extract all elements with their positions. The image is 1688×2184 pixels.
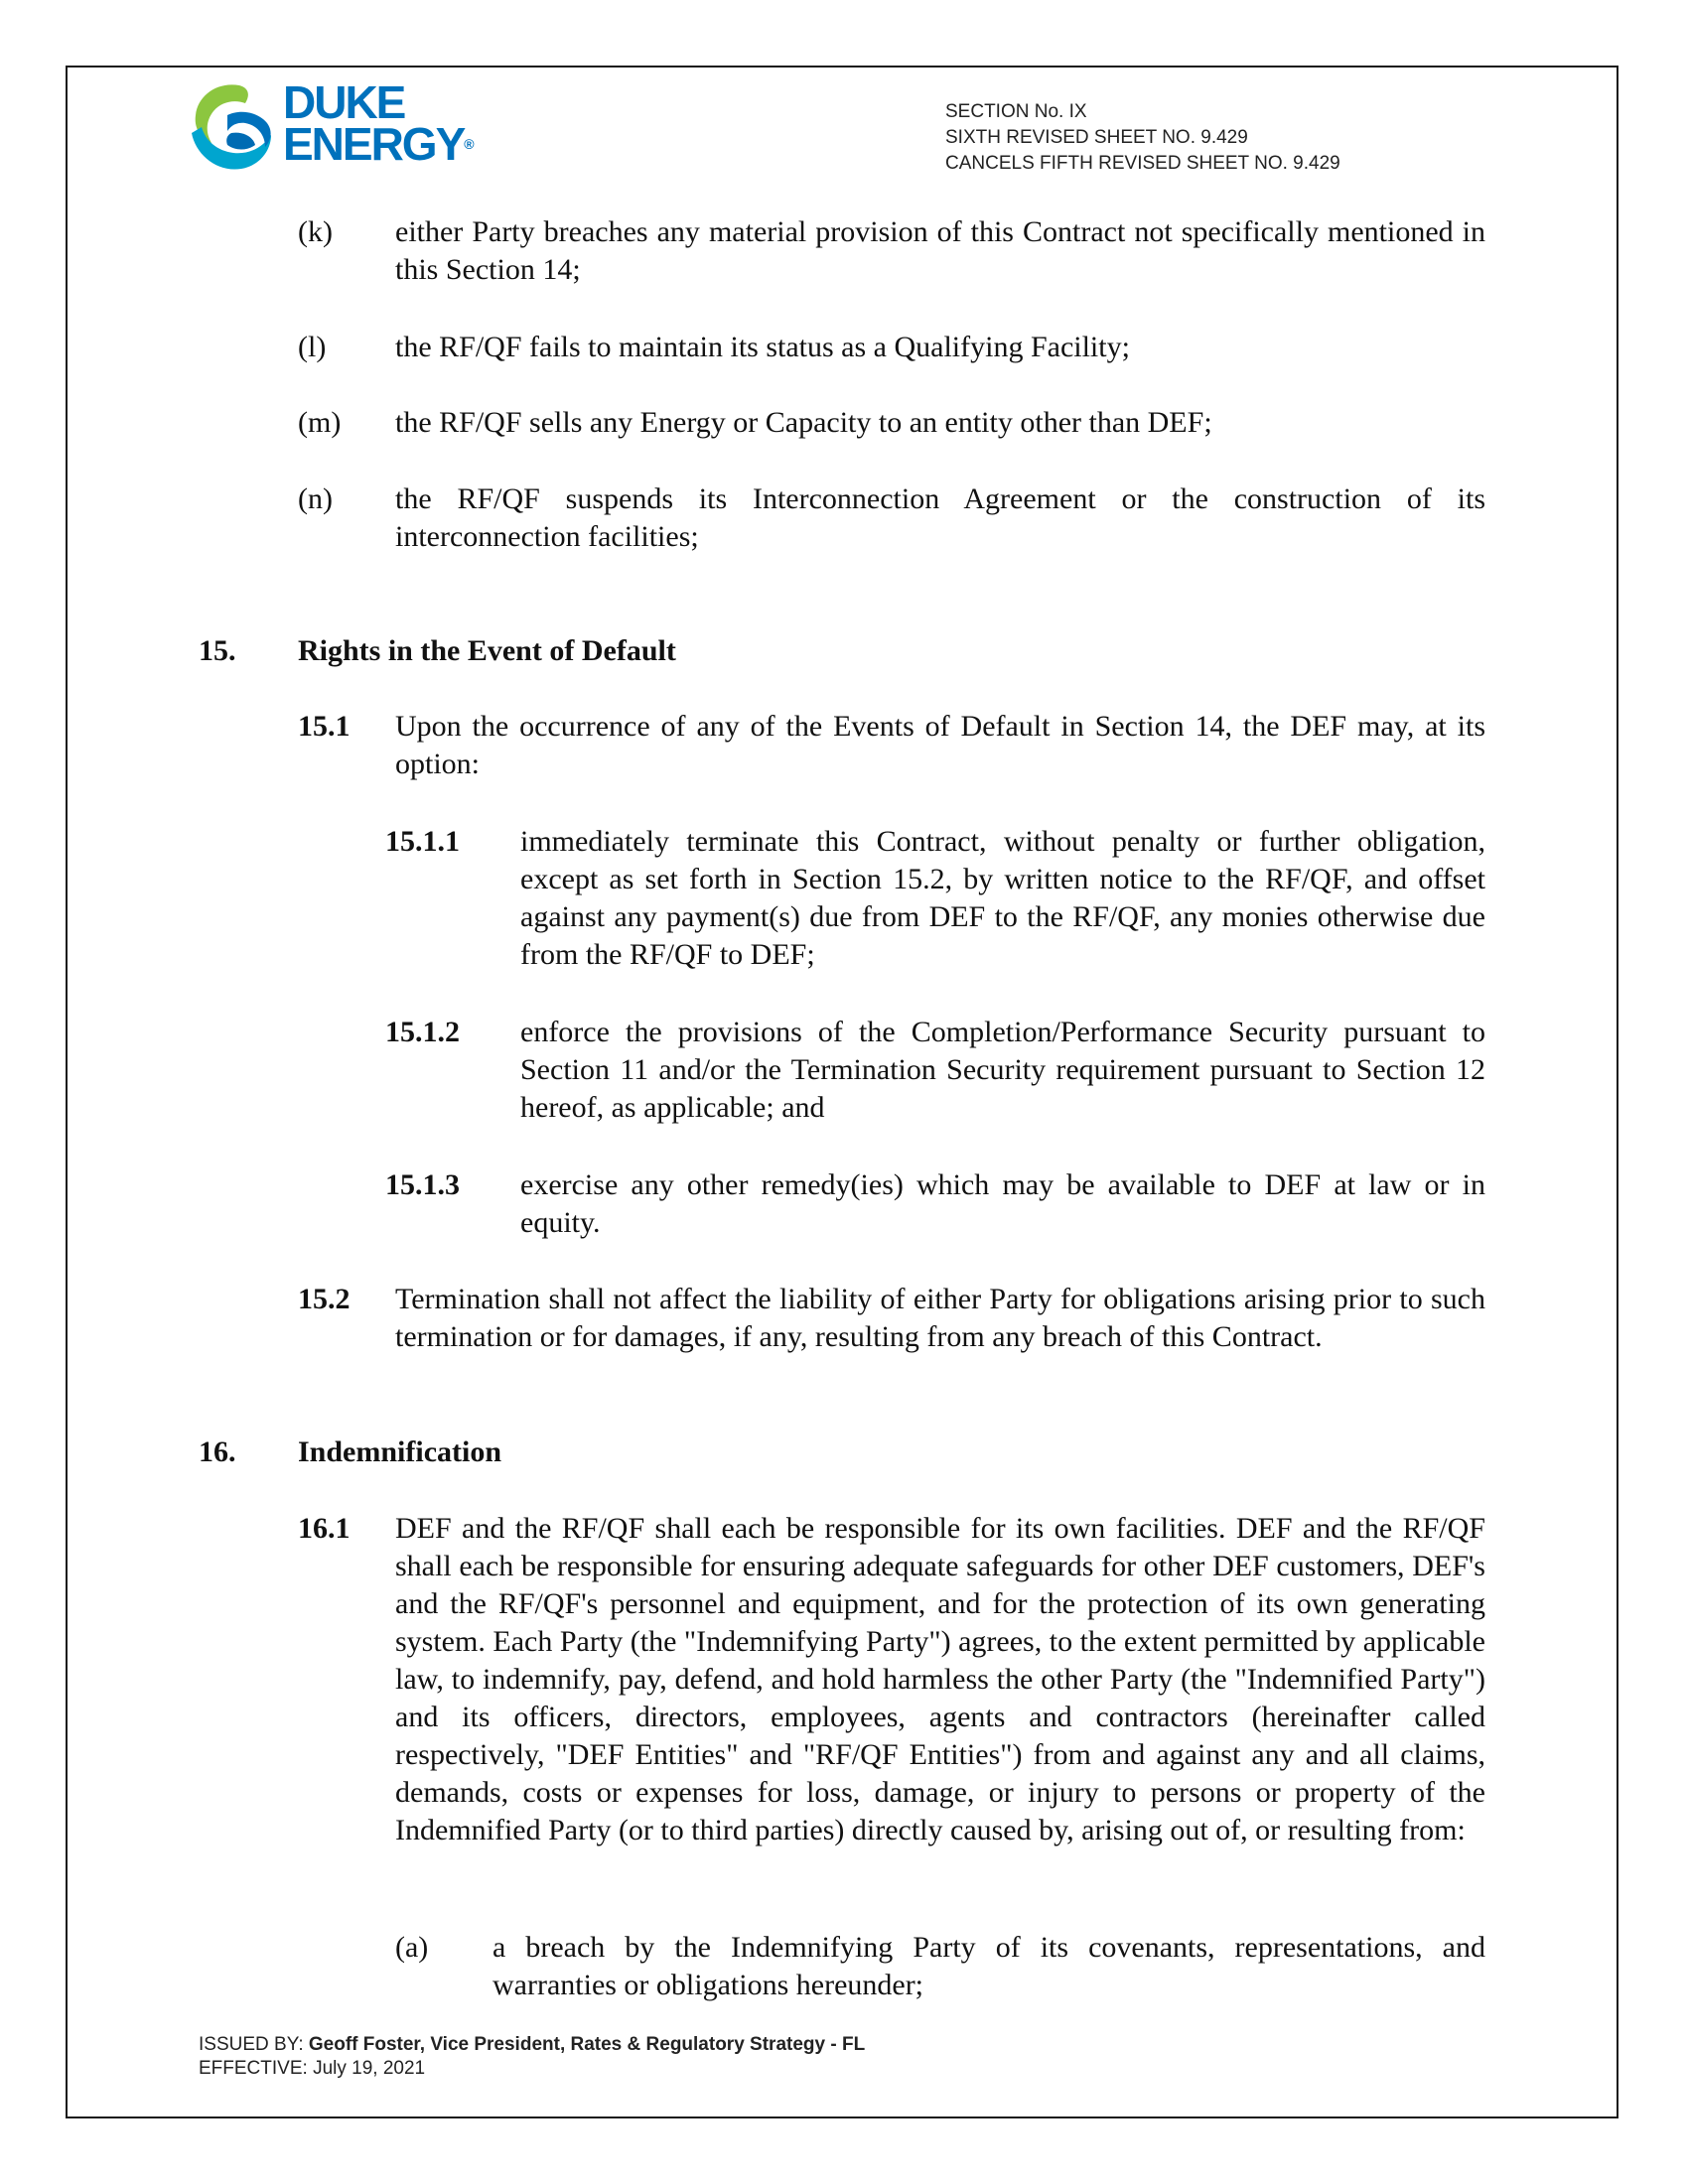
subclause-text: immediately terminate this Contract, without penalty or further obligation, except as set forth in Section 15.2, by written notice to the RF/QF, and offset against any payment(s) due from DEF to the RF/QF, any monies otherwise due from the RF/QF to DEF; <box>520 825 1485 971</box>
section-title: Rights in the Event of Default <box>298 634 676 667</box>
subclause-label: 15.1.1 <box>385 825 460 858</box>
header-cancels: CANCELS FIFTH REVISED SHEET NO. 9.429 <box>945 153 1340 174</box>
subclause-label: 15.1.3 <box>385 1168 460 1201</box>
item-label: (l) <box>298 331 327 363</box>
item-text: the RF/QF fails to maintain its status as a Qualifying Facility; <box>395 331 1130 363</box>
item-label: (a) <box>395 1931 429 1964</box>
header-section: SECTION No. IX <box>945 101 1087 122</box>
subclause-label: 15.1.2 <box>385 1016 460 1048</box>
clause-text: Termination shall not affect the liability of either Party for obligations arising prior to such termination or for damages, if any, resulting from any breach of this Contract. <box>395 1283 1485 1353</box>
logo-text-energy: ENERGY <box>283 118 465 170</box>
item-label: (k) <box>298 215 333 248</box>
section-number: 16. <box>199 1435 236 1468</box>
item-text: a breach by the Indemnifying Party of its covenants, representations, and warranties or obligations hereunder; <box>492 1931 1485 2001</box>
clause-label: 16.1 <box>298 1512 351 1545</box>
clause-label: 15.1 <box>298 710 351 743</box>
duke-energy-logo-mark-icon <box>188 81 279 175</box>
duke-energy-logo <box>188 76 476 175</box>
item-label: (m) <box>298 406 342 439</box>
section-number: 15. <box>199 634 236 667</box>
section-title: Indemnification <box>298 1435 502 1468</box>
subclause-text: exercise any other remedy(ies) which may be available to DEF at law or in equity. <box>520 1168 1485 1239</box>
page-footer <box>199 2033 865 2081</box>
item-text: the RF/QF sells any Energy or Capacity to an entity other than DEF; <box>395 406 1212 439</box>
sheet-header <box>945 99 1340 177</box>
effective-date: EFFECTIVE: July 19, 2021 <box>199 2058 426 2079</box>
item-text: either Party breaches any material provision of this Contract not specifically mentioned in this Section 14; <box>395 215 1485 286</box>
subclause-text: enforce the provisions of the Completion/Performance Security pursuant to Section 11 and/or the Termination Security requirement pursuant to Section 12 hereof, as applicable; and <box>520 1016 1485 1124</box>
header-sheet: SIXTH REVISED SHEET NO. 9.429 <box>945 127 1248 148</box>
issued-by-value: Geoff Foster, Vice President, Rates & Regulatory Strategy - FL <box>308 2034 866 2055</box>
clause-text: DEF and the RF/QF shall each be responsible for its own facilities. DEF and the RF/QF shall each be responsible for ensuring adequate safeguards for other DEF customers, DEF's and the RF/QF's personnel and equipment, and for the protection of its own generating system. Each Party (the "Indemnifying Party") agrees, to the extent permitted by applicable law, to indemnify, pay, defend, and hold harmless the other Party (the "Indemnified Party") and its officers, directors, employees, agents and contractors (hereinafter called respectively, "DEF Entities" and "RF/QF Entities") from and against any and all claims, demands, costs or expenses for loss, damage, or injury to persons or property of the Indemnified Party (or to third parties) directly caused by, arising out of, or resulting from: <box>395 1512 1485 1846</box>
logo-text-duke: DUKE <box>283 76 405 128</box>
item-text: the RF/QF suspends its Interconnection Agreement or the construction of its interconnection facilities; <box>395 482 1485 553</box>
item-label: (n) <box>298 482 333 515</box>
clause-label: 15.2 <box>298 1283 351 1315</box>
clause-text: Upon the occurrence of any of the Events of Default in Section 14, the DEF may, at its option: <box>395 710 1485 780</box>
logo-registered-mark: ® <box>464 136 475 152</box>
issued-by-label: ISSUED BY: <box>199 2034 309 2055</box>
